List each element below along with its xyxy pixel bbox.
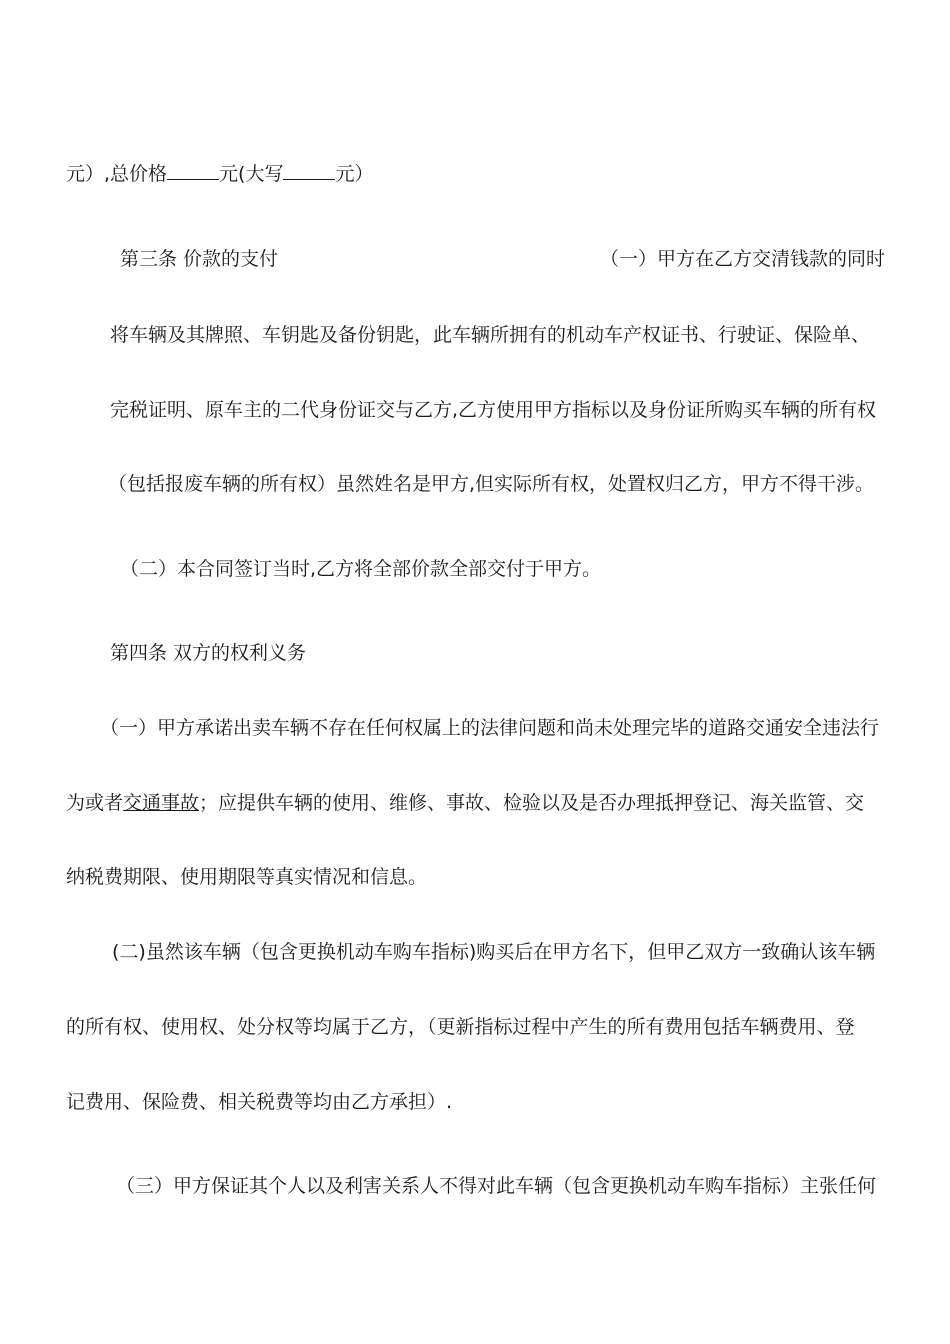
text-span: 元） — [335, 163, 374, 185]
text-line: 纳税费期限、使用期限等真实情况和信息。 — [66, 866, 428, 888]
text-line: (二)虽然该车辆（包含更换机动车购车指标)购买后在甲方名下，但甲乙双方一致确认该车辆 — [112, 941, 876, 963]
text-line: 记费用、保险费、相关税费等均由乙方承担）. — [66, 1091, 453, 1113]
text-line: （一）甲方承诺出卖车辆不存在任何权属上的法律问题和尚未处理完毕的道路交通安全违法行 — [100, 717, 880, 739]
text-span: 元）,总价格 — [66, 163, 168, 185]
text-line: （一）甲方在乙方交清钱款的同时 — [600, 248, 886, 270]
text-line: （包括报废车辆的所有权）虽然姓名是甲方,但实际所有权，处置权归乙方，甲方不得干涉。 — [108, 473, 875, 495]
traffic-accident-link[interactable]: 交通事故 — [123, 792, 200, 814]
text-line — [66, 161, 373, 187]
text-line — [66, 790, 864, 816]
text-line: 完税证明、原车主的二代身份证交与乙方,乙方使用甲方指标以及身份证所购买车辆的所有权 — [110, 399, 877, 421]
fill-in-blank-uppercase — [283, 161, 335, 180]
text-line: （三）甲方保证其个人以及利害关系人不得对此车辆（包含更换机动车购车指标）主张任何 — [116, 1175, 877, 1197]
text-span: 为或者 — [66, 792, 124, 814]
text-span: 元(大写 — [219, 163, 284, 185]
text-line: 的所有权、使用权、处分权等均属于乙方，（更新指标过程中产生的所有费用包括车辆费用、登 — [66, 1016, 855, 1038]
section-heading-article-3: 第三条 价款的支付 — [120, 248, 279, 270]
text-line: （二）本合同签订当时,乙方将全部价款全部交付于甲方。 — [120, 558, 602, 580]
fill-in-blank-total-price — [167, 161, 219, 180]
text-line: 将车辆及其牌照、车钥匙及备份钥匙，此车辆所拥有的机动车产权证书、行驶证、保险单、 — [110, 324, 871, 346]
section-heading-article-4: 第四条 双方的权利义务 — [110, 642, 307, 664]
text-span: ；应提供车辆的使用、维修、事故、检验以及是否办理抵押登记、海关监管、交 — [199, 792, 865, 814]
